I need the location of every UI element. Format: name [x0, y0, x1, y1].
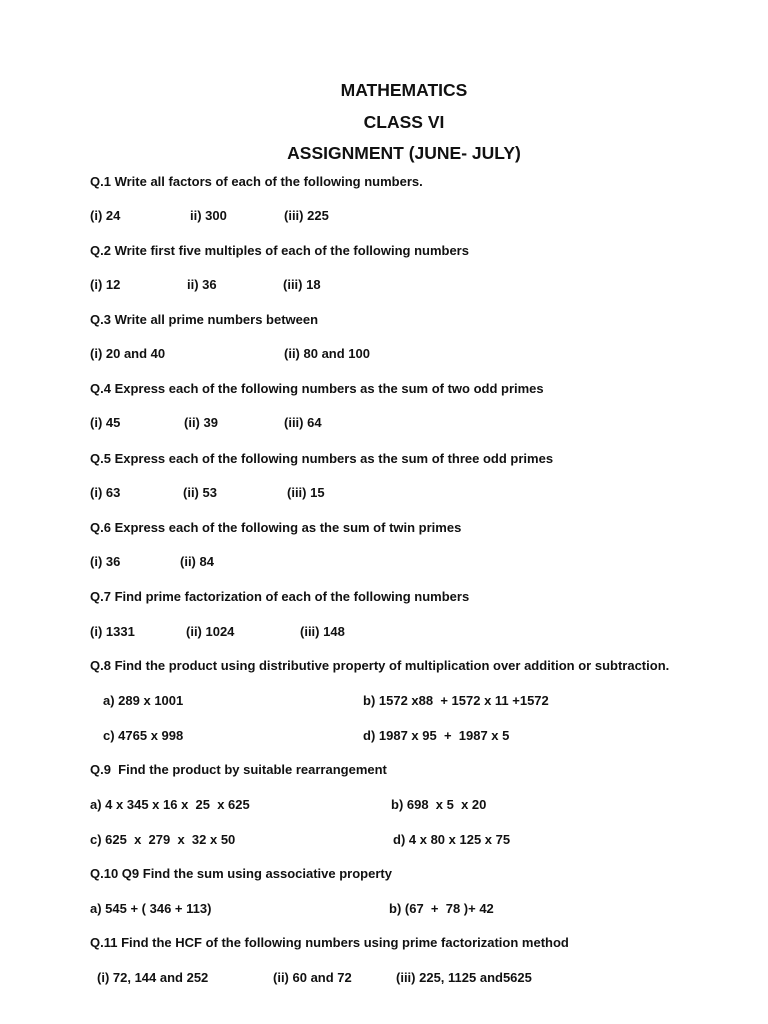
q8-part-d: d) 1987 x 95 + 1987 x 5 — [363, 728, 510, 743]
subject-title: MATHEMATICS — [340, 80, 468, 100]
question-6: Q.6 Express each of the following as the sum of twin primes — [90, 520, 462, 535]
q1-part-i: (i) 24 — [90, 208, 121, 223]
q11-part-ii: (ii) 60 and 72 — [273, 970, 352, 985]
question-3: Q.3 Write all prime numbers between — [90, 312, 319, 327]
q2-part-ii: ii) 36 — [187, 277, 217, 292]
q6-part-ii: (ii) 84 — [180, 554, 214, 569]
q9-part-a: a) 4 x 345 x 16 x 25 x 625 — [90, 797, 250, 812]
q9-part-c: c) 625 x 279 x 32 x 50 — [90, 832, 236, 847]
question-8: Q.8 Find the product using distributive property of multiplication over addition or subtraction. — [90, 658, 670, 673]
q7-part-i: (i) 1331 — [90, 624, 135, 639]
q8-part-c: c) 4765 x 998 — [103, 728, 184, 743]
q7-part-ii: (ii) 1024 — [186, 624, 235, 639]
q2-part-iii: (iii) 18 — [283, 277, 321, 292]
q9-part-b: b) 698 x 5 x 20 — [391, 797, 487, 812]
question-7: Q.7 Find prime factorization of each of the following numbers — [90, 589, 470, 604]
class-title: CLASS VI — [363, 112, 445, 132]
q11-part-i: (i) 72, 144 and 252 — [97, 970, 209, 985]
question-1: Q.1 Write all factors of each of the following numbers. — [90, 174, 423, 189]
question-5: Q.5 Express each of the following numbers as the sum of three odd primes — [90, 451, 554, 466]
q1-part-ii: ii) 300 — [190, 208, 227, 223]
q1-part-iii: (iii) 225 — [284, 208, 329, 223]
q9-part-d: d) 4 x 80 x 125 x 75 — [393, 832, 511, 847]
q8-part-a: a) 289 x 1001 — [103, 693, 184, 708]
q3-part-ii: (ii) 80 and 100 — [284, 346, 370, 361]
q10-part-a: a) 545 + ( 346 + 113) — [90, 901, 212, 916]
q3-part-i: (i) 20 and 40 — [90, 346, 166, 361]
q8-part-b: b) 1572 x88 + 1572 x 11 +1572 — [363, 693, 549, 708]
question-4: Q.4 Express each of the following numbers as the sum of two odd primes — [90, 381, 544, 396]
q4-part-i: (i) 45 — [90, 415, 121, 430]
q2-part-i: (i) 12 — [90, 277, 121, 292]
q11-part-iii: (iii) 225, 1125 and5625 — [396, 970, 532, 985]
q5-part-iii: (iii) 15 — [287, 485, 325, 500]
question-11: Q.11 Find the HCF of the following numbers using prime factorization method — [90, 935, 569, 950]
q6-part-i: (i) 36 — [90, 554, 121, 569]
assignment-title: ASSIGNMENT (JUNE- JULY) — [287, 143, 521, 163]
q10-part-b: b) (67 + 78 )+ 42 — [389, 901, 494, 916]
q4-part-iii: (iii) 64 — [284, 415, 322, 430]
q5-part-ii: (ii) 53 — [183, 485, 217, 500]
question-10: Q.10 Q9 Find the sum using associative property — [90, 866, 392, 881]
q4-part-ii: (ii) 39 — [184, 415, 218, 430]
q7-part-iii: (iii) 148 — [300, 624, 345, 639]
q5-part-i: (i) 63 — [90, 485, 121, 500]
question-2: Q.2 Write first five multiples of each of the following numbers — [90, 243, 469, 258]
question-9: Q.9 Find the product by suitable rearrangement — [90, 762, 387, 777]
